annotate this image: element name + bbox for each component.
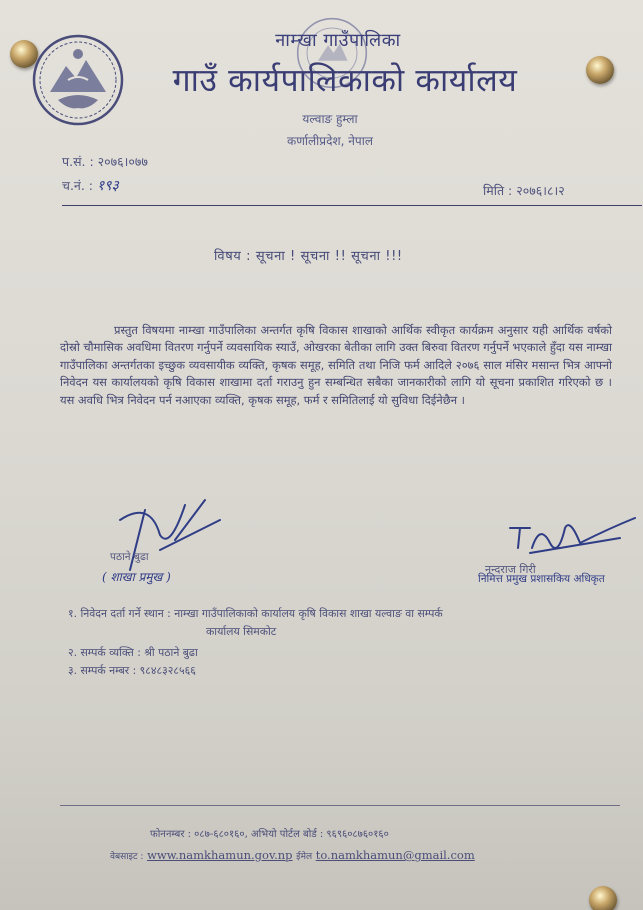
contact-item-person: २. सम्पर्क व्यक्ति : श्री पठाने बुढा <box>68 646 198 659</box>
header-divider <box>62 205 642 206</box>
cn-number <box>62 176 119 195</box>
contact-item-place-cont: कार्यालय सिमकोट <box>206 625 277 638</box>
footer-phone-line: फोननम्बर : ०८७-६८०१६०, अभियो पोर्टल बोर्ड : ९६९६०८७६०१६० <box>150 829 389 840</box>
cn-label: च.नं. : <box>62 178 94 193</box>
right-signatory-name: नन्दराज गिरी <box>485 563 536 576</box>
date-label: मिति : <box>483 183 513 198</box>
left-signatory-name: पठाने बुढा <box>110 551 149 563</box>
footer-web-line <box>110 848 560 862</box>
issue-date <box>483 182 565 199</box>
subject-line: विषय : सूचना ! सूचना !! सूचना !!! <box>214 249 403 264</box>
contact-item-place: १. निवेदन दर्ता गर्ने स्थान : नाम्खा गाउँपालिकाको कार्यालय कृषि विकास शाखा यल्वाङ वा सम्पर्क <box>68 607 443 620</box>
pushpin-top-right <box>586 56 614 84</box>
left-signatory-role: ( शाखा प्रमुख ) <box>102 570 171 584</box>
email-link[interactable]: to.namkhamun@gmail.com <box>315 848 475 862</box>
email-label: ईमेल <box>296 852 313 862</box>
contact-item-number: ३. सम्पर्क नम्बर : ९८४८३२८५६६ <box>68 664 196 677</box>
website-label: वेबसाइट : <box>110 852 144 862</box>
date-value: २०७६।८।२ <box>516 183 565 198</box>
office-name: नाम्खा गाउँपालिका <box>275 30 401 51</box>
district-line: यल्वाङ हुम्ला <box>302 112 358 126</box>
right-signatory-role: निमित्त प्रमुख प्रशासकिय अधिकृत <box>478 573 605 585</box>
pushpin-bottom-right <box>589 886 617 910</box>
cn-value: १९३ <box>97 178 119 194</box>
ps-value: २०७६।०७७ <box>97 154 148 169</box>
ps-label: प.सं. : <box>62 154 94 169</box>
notice-body: प्रस्तुत विषयमा नाम्खा गाउँपालिका अन्तर्गत कृषि विकास शाखाको आर्थिक स्वीकृत कार्यक्रम अनुसार यही आर्थिक वर्षको दोस्रो चौमासिक अवधिमा वितरण गर्नुपर्ने व्यवसायिक स्याउँ, ओखरका बेतीका लागि उक्त बिरुवा वितरण गर्नुपर्ने भएकाले हुँदा यस नाम्खा गाउँपालिका अन्तर्गतका इच्छुक व्यवसायीक व्यक्ति, कृषक समूह, समिति तथा निजि फर्म आदिले २०७६ साल मंसिर मसान्त भित्र आफ्नो निवेदन यस कार्यालयको कृषि विकास शाखामा दर्ता गराउनु हुन सम्बन्धित सबैका जानकारीको लागि यो सूचना प्रकाशित गरिएको छ । यस अवधि भित्र निवेदन पर्न नआएका व्यक्ति, कृषक समूह, फर्म र समितिलाई यो सुविधा दिईनेछैन । <box>60 323 612 407</box>
letterhead-title: गाउँ कार्यपालिकाको कार्यालय <box>172 61 518 99</box>
website-link[interactable]: www.namkhamun.gov.np <box>147 848 293 862</box>
nepal-emblem-icon <box>28 30 128 130</box>
province-line: कर्णालीप्रदेश, नेपाल <box>287 134 373 148</box>
footer-divider <box>60 805 620 806</box>
ps-number <box>62 153 148 170</box>
